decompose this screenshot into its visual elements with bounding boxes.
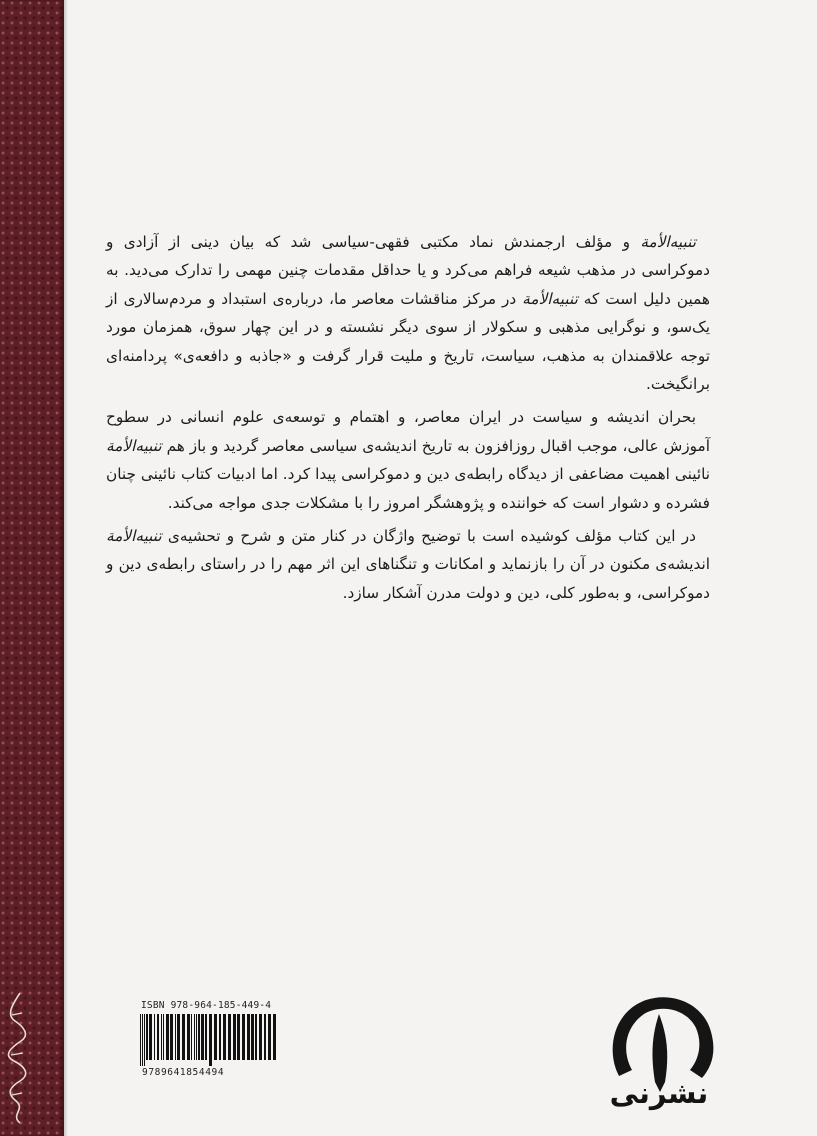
isbn-barcode-block [138, 1000, 281, 1090]
barcode-bar [251, 1014, 254, 1060]
barcode-bar [154, 1014, 155, 1060]
barcode-bar [157, 1014, 159, 1060]
paragraph-text: نائینی اهمیت مضاعفی از دیدگاه رابطه‌ی دین و دموکراسی پیدا کرد. اما ادبیات کتاب نائینی چنان فشرده و دشوار است که خواننده و پژوهشگر امروز را با مشکلات جدی مواجه می‌کند. [106, 465, 710, 512]
barcode-bar [255, 1014, 257, 1060]
paragraph-text: و مؤلف ارجمندش نماد مکتبی فقهی-سیاسی شد که بیان دینی از آزادی و دموکراسی در مذهب شیعه فراهم می‌کرد و یا حداقل مقدمات چنین مهمی را تدارک می‌دید. به همین دلیل است که [106, 233, 710, 308]
barcode-bar [247, 1014, 250, 1060]
barcode-bar [242, 1014, 245, 1060]
barcode-bar [209, 1014, 212, 1066]
barcode-bar [187, 1014, 190, 1060]
book-title-inline: تنبیه‌الأمة [522, 289, 578, 308]
barcode-bar [146, 1014, 148, 1060]
barcode-bar [219, 1014, 221, 1060]
back-cover-blurb [106, 228, 710, 612]
book-spine [0, 0, 64, 1136]
spine-shadow [64, 0, 68, 1136]
barcode-bar [201, 1014, 204, 1060]
barcode-bar [196, 1014, 197, 1060]
barcode-bar [259, 1014, 262, 1060]
blurb-paragraph-1 [106, 228, 710, 398]
barcode-bar [140, 1014, 141, 1066]
paragraph-text: در مرکز مناقشات معاصر ما، درباره‌ی استبداد و مردم‌سالاری از یک‌سو، و نوگرایی مذهبی و سکولار از سوی دیگر نشسته و در این چهار سوق، همزمان مورد توجه علاقمندان به مذهب، سیاست، تاریخ و ملیت قرار گرفت و «جاذبه و دافعه‌ی» پردامنه‌ای برانگیخت. [106, 289, 710, 394]
barcode-bar [198, 1014, 200, 1060]
paragraph-text: در این کتاب مؤلف کوشیده است با توضیح واژگان در کنار متن و شرح و تحشیه‌ی [161, 527, 696, 546]
barcode-bar [233, 1014, 236, 1060]
book-title-inline: تنبیه‌الأمة [106, 436, 162, 455]
barcode-bar [223, 1014, 226, 1060]
isbn-label: ISBN 978-964-185-449-4 [141, 1000, 272, 1011]
barcode-bar [166, 1014, 169, 1060]
barcode-bar [161, 1014, 162, 1060]
barcode-bar [170, 1014, 173, 1060]
barcode-bar [214, 1014, 217, 1060]
barcode-bar [264, 1014, 266, 1060]
barcode-bar [228, 1014, 231, 1060]
barcode-bar [149, 1014, 152, 1060]
barcode-digits: 9789641854494 [142, 1067, 225, 1078]
barcode-bar [182, 1014, 185, 1060]
barcode-bar [163, 1014, 164, 1060]
barcode-icon [138, 1014, 281, 1066]
barcode-bar [194, 1014, 195, 1060]
barcode-bar [268, 1014, 271, 1060]
paragraph-text: اندیشه‌ی مکنون در آن را بازنماید و امکانات و تنگناهای این اثر مهم را در راستای رابطه‌ی دین و دموکراسی، و به‌طور کلی، دین و دولت مدرن آشکار سازد. [106, 555, 710, 602]
publisher-name: نشرنی [609, 1076, 709, 1110]
blurb-paragraph-3 [106, 522, 710, 607]
book-title-inline: تنبیه‌الأمة [106, 527, 162, 546]
barcode-bar [205, 1014, 207, 1060]
barcode-bar [191, 1014, 192, 1060]
book-title-inline: تنبیه‌الأمة [640, 233, 696, 251]
paragraph-text: بحران اندیشه و سیاست در ایران معاصر، و اهتمام و توسعه‌ی علوم انسانی در سطوح آموزش عالی، موجب اقبال روزافزون به تاریخ اندیشه‌ی سیاسی معاصر گردید و باز هم [106, 408, 710, 455]
handwritten-signature-icon [6, 985, 28, 1125]
barcode-bar [237, 1014, 240, 1060]
barcode-bar [273, 1014, 276, 1060]
barcode-bar [142, 1014, 143, 1066]
barcode-bar [177, 1014, 180, 1060]
blurb-paragraph-2 [106, 403, 710, 517]
barcode-bar [175, 1014, 176, 1060]
barcode-bar [144, 1014, 145, 1066]
